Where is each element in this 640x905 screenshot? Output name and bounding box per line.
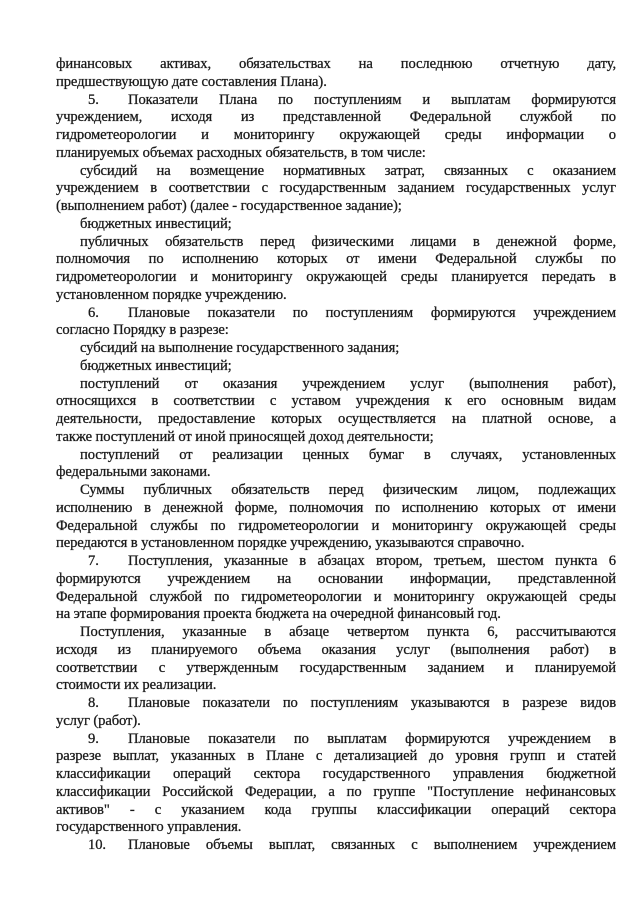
text-line <box>56 731 616 749</box>
text-line <box>56 145 616 163</box>
text-line <box>56 358 616 376</box>
text-line <box>56 606 616 624</box>
text-line <box>56 447 616 465</box>
text-line-content: (выполнением работ) (далее - государственное задание); <box>56 198 402 214</box>
text-line <box>56 642 616 660</box>
text-line <box>56 340 616 358</box>
text-line <box>56 429 616 447</box>
text-line-content: соответствии с утвержденным государственным заданием и планируемой <box>56 659 616 676</box>
text-line-content: разрезе выплат, указанных в Плане с детализацией до уровня групп и статей <box>56 748 616 765</box>
text-line <box>56 305 616 323</box>
text-line-content: установленном порядке учреждению. <box>56 286 287 303</box>
text-line-content: субсидий на выполнение государственного задания; <box>80 340 400 356</box>
text-line-content: Плановые показатели по поступлениям формируются учреждением <box>128 304 616 321</box>
text-line <box>56 393 616 411</box>
text-line <box>56 713 616 731</box>
text-line <box>56 802 616 820</box>
text-line-content: Плановые показатели по поступлениям указываются в разрезе видов <box>128 695 616 711</box>
text-line <box>56 837 616 855</box>
text-line-content: классификации Российской Федерации, а по группе "Поступление нефинансовых <box>56 783 616 800</box>
text-line-content: согласно Порядку в разрезе: <box>56 322 229 339</box>
text-line-content: также поступлений от иной приносящей доход деятельности; <box>56 428 434 445</box>
text-line-content: предшествующую дате составления Плана). <box>56 73 327 90</box>
text-line <box>56 56 616 74</box>
text-line <box>56 464 616 482</box>
text-line-content: активов" - с указанием кода группы классификации операций сектора <box>56 801 616 818</box>
text-line-content: бюджетных инвестиций; <box>80 357 232 374</box>
text-line-content: исполнению в денежной форме, полномочия по исполнению которых от имени <box>56 499 616 516</box>
text-line-content: планируемых объемах расходных обязательств, в том числе: <box>56 144 426 161</box>
text-line <box>56 624 616 642</box>
text-line-content: финансовых активах, обязательствах на последнюю отчетную дату, <box>56 56 616 72</box>
text-line-content: на этапе формирования проекта бюджета на очередной финансовый год. <box>56 606 501 623</box>
text-line-content: гидрометеорологии и мониторингу окружающей среды планируется передать в <box>56 269 616 285</box>
text-line <box>56 216 616 234</box>
paragraph-number: 6. <box>88 304 99 321</box>
text-line <box>56 535 616 553</box>
text-line <box>56 571 616 589</box>
text-line <box>56 748 616 766</box>
text-line <box>56 180 616 198</box>
text-line-content: Плановые объемы выплат, связанных с выполнением учреждением <box>128 837 616 853</box>
text-line-content: Суммы публичных обязательств перед физическим лицом, подлежащих <box>80 482 616 498</box>
text-line <box>56 553 616 571</box>
text-line <box>56 482 616 500</box>
text-line <box>56 589 616 607</box>
text-line <box>56 322 616 340</box>
text-line <box>56 695 616 713</box>
text-line-content: передаются в установленном порядке учреждению, указываются справочно. <box>56 535 525 552</box>
text-line-content: федеральными законами. <box>56 464 211 481</box>
text-line <box>56 784 616 802</box>
text-line-content: относящихся в соответствии с уставом учреждения к его основным видам <box>56 393 616 410</box>
text-line <box>56 251 616 269</box>
text-line <box>56 269 616 287</box>
text-line-content: поступлений от реализации ценных бумаг в случаях, установленных <box>80 446 616 463</box>
text-line-content: классификации операций сектора государственного управления бюджетной <box>56 766 616 782</box>
text-line-content: Федеральной службы по гидрометеорологии и мониторингу окружающей среды <box>56 517 616 534</box>
paragraph-number: 5. <box>88 91 99 108</box>
text-line-content: гидрометеорологии и мониторингу окружающей среды информации о <box>56 127 616 143</box>
text-line-content: полномочия по исполнению которых от имени Федеральной службы по <box>56 251 616 268</box>
paragraph-number: 8. <box>88 695 99 711</box>
text-line <box>56 74 616 92</box>
text-line-content: стоимости их реализации. <box>56 677 217 694</box>
text-line-content: государственного управления. <box>56 819 242 836</box>
text-line-content: деятельности, предоставление которых осуществляется на платной основе, а <box>56 411 616 427</box>
text-line-content: бюджетных инвестиций; <box>80 215 232 232</box>
text-line-content: публичных обязательств перед физическими лицами в денежной форме, <box>80 233 616 250</box>
text-line <box>56 234 616 252</box>
text-line <box>56 500 616 518</box>
text-line-content: субсидий на возмещение нормативных затрат, связанных с оказанием <box>80 162 616 179</box>
text-line <box>56 660 616 678</box>
paragraph-number: 7. <box>88 553 99 569</box>
text-line <box>56 819 616 837</box>
text-line-content: исходя из планируемого объема оказания услуг (выполнения работ) в <box>56 641 616 658</box>
text-line-content: поступлений от оказания учреждением услуг (выполнения работ), <box>80 375 616 392</box>
document-text-block <box>56 56 616 855</box>
text-line-content: учреждением, исходя из представленной Федеральной службой по <box>56 109 616 126</box>
text-line <box>56 766 616 784</box>
text-line-content: учреждением в соответствии с государственным заданием государственных услуг <box>56 180 616 197</box>
text-line <box>56 287 616 305</box>
text-line <box>56 109 616 127</box>
text-line <box>56 518 616 536</box>
text-line-content: услуг (работ). <box>56 712 141 729</box>
text-line-content: Федеральной службой по гидрометеорологии и мониторингу окружающей среды <box>56 588 616 605</box>
text-line <box>56 677 616 695</box>
text-line <box>56 92 616 110</box>
paragraph-number: 9. <box>88 730 99 747</box>
text-line <box>56 411 616 429</box>
text-line <box>56 198 616 216</box>
text-line <box>56 163 616 181</box>
text-line-content: Поступления, указанные в абзаце четвертом пункта 6, рассчитываются <box>80 624 616 640</box>
text-line-content: Показатели Плана по поступлениям и выплатам формируются <box>128 91 616 108</box>
text-line <box>56 376 616 394</box>
text-line-content: Плановые показатели по выплатам формируются учреждением в <box>128 730 616 747</box>
paragraph-number: 10. <box>88 837 106 853</box>
text-line <box>56 127 616 145</box>
text-line-content: формируются учреждением на основании информации, представленной <box>56 570 616 587</box>
text-line-content: Поступления, указанные в абзацах втором, третьем, шестом пункта 6 <box>128 553 616 569</box>
